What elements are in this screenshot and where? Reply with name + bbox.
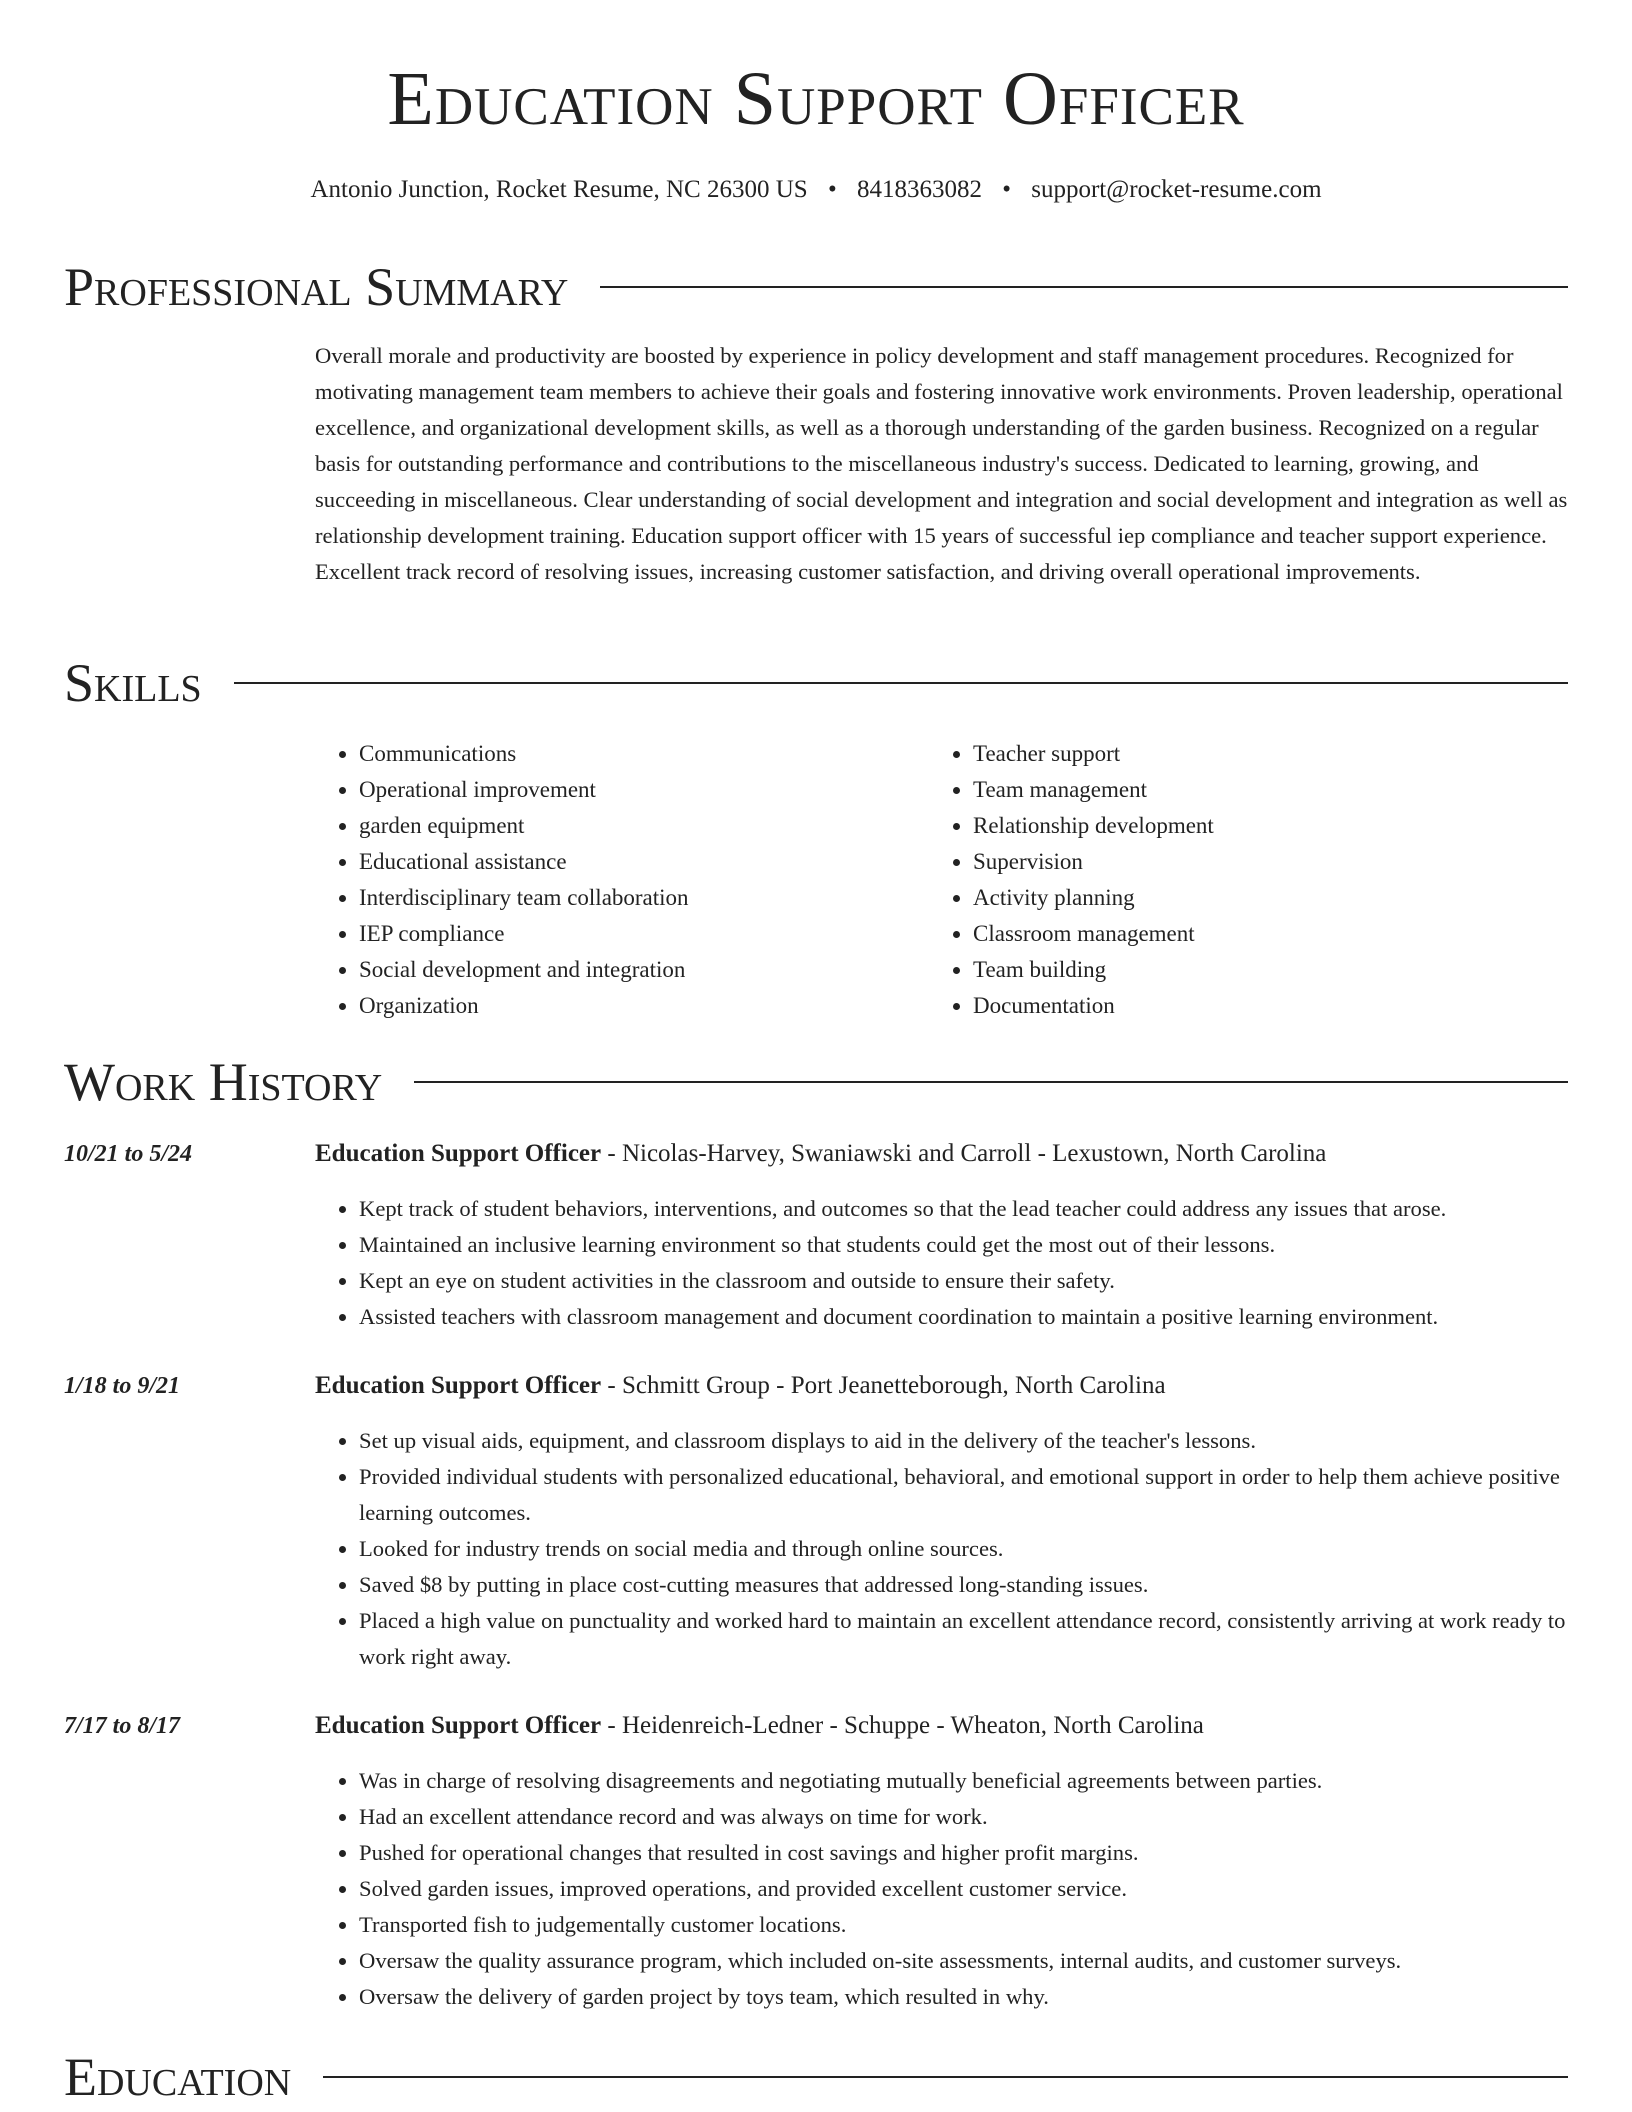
education-section-title: Education <box>64 2047 292 2107</box>
job-role: Education Support Officer <box>315 1140 602 1167</box>
skill-item: • Relationship development <box>973 808 1214 844</box>
skills-section-header <box>64 650 1568 716</box>
work-section-title: Work History <box>64 1052 383 1112</box>
work-section-header <box>64 1049 1568 1115</box>
skill-item: • Social development and integration <box>359 952 689 988</box>
skill-item: • IEP compliance <box>359 916 689 952</box>
job-dates: 7/17 to 8/17 <box>64 1713 181 1739</box>
summary-section-title: Professional Summary <box>64 257 569 317</box>
skill-item: • Educational assistance <box>359 844 689 880</box>
contact-phone: 8418363082 <box>856 176 982 203</box>
job-bullet: • Placed a high value on punctuality and worked hard to maintain an excellent attendance record, consistently arriving at work ready to work right away. <box>359 1603 1615 1675</box>
section-divider <box>600 286 1568 288</box>
skill-item: • Activity planning <box>973 880 1214 916</box>
summary-section-header <box>64 254 1568 320</box>
skill-item: • Team building <box>973 952 1214 988</box>
job-role: Education Support Officer <box>315 1712 602 1739</box>
section-divider <box>234 682 1568 684</box>
job-dates: 10/21 to 5/24 <box>64 1141 193 1167</box>
skill-item: • Documentation <box>973 988 1214 1024</box>
job-bullet: • Kept track of student behaviors, interventions, and outcomes so that the lead teacher could address any issues that arose. <box>359 1191 1615 1227</box>
job-bullet: • Had an excellent attendance record and was always on time for work. <box>359 1799 1615 1835</box>
contact-separator: • <box>1002 176 1011 203</box>
contact-email: support@rocket-resume.com <box>1031 176 1322 203</box>
job-bullet: • Saved $8 by putting in place cost-cutting measures that addressed long-standing issues. <box>359 1567 1615 1603</box>
skill-item: • Operational improvement <box>359 772 689 808</box>
skill-item: • Communications <box>359 736 689 772</box>
job-bullet-list <box>315 1763 1615 2015</box>
job-bullet: • Oversaw the delivery of garden project by toys team, which resulted in why. <box>359 1979 1615 2015</box>
job-bullet: • Provided individual students with personalized educational, behavioral, and emotional support in order to help them achieve positive learning outcomes. <box>359 1459 1615 1531</box>
summary-text: Overall morale and productivity are boosted by experience in policy development and staff management procedures. Recognized for motivating management team members to achieve their goals and fostering innovative work environments. Proven leadership, operational excellence, and organizational development skills, as well as a thorough understanding of the garden business. Recognized on a regular basis for outstanding performance and contributions to the miscellaneous industry's success. Dedicated to learning, growing, and succeeding in miscellaneous. Clear understanding of social development and integration and social development and integration as well as relationship development training. Education support officer with 15 years of successful iep compliance and teacher support experience. Excellent track record of resolving issues, increasing customer satisfaction, and driving overall operational improvements. <box>315 343 1568 584</box>
section-divider <box>414 1081 1568 1083</box>
job-bullet: • Kept an eye on student activities in the classroom and outside to ensure their safety. <box>359 1263 1615 1299</box>
resume-name: Education Support Officer <box>387 57 1245 141</box>
contact-address: Antonio Junction, Rocket Resume, NC 26300 US <box>310 176 808 203</box>
contact-line <box>0 172 1632 208</box>
job-role: Education Support Officer <box>315 1372 602 1399</box>
job-employer-location: - Nicolas-Harvey, Swaniawski and Carroll - Lexustown, North Carolina <box>601 1140 1327 1167</box>
job-bullet: • Was in charge of resolving disagreements and negotiating mutually beneficial agreements between parties. <box>359 1763 1615 1799</box>
job-bullet: • Set up visual aids, equipment, and classroom displays to aid in the delivery of the teacher's lessons. <box>359 1423 1615 1459</box>
skill-item: • garden equipment <box>359 808 689 844</box>
education-section-header <box>64 2044 1568 2110</box>
job-dates: 1/18 to 9/21 <box>64 1373 181 1399</box>
section-divider <box>323 2076 1568 2078</box>
job-heading <box>315 1136 1326 1172</box>
job-bullet-list <box>315 1423 1615 1675</box>
job-employer-location: - Schmitt Group - Port Jeanetteborough, North Carolina <box>601 1372 1166 1399</box>
job-bullet-list <box>315 1191 1615 1335</box>
skill-item: • Interdisciplinary team collaboration <box>359 880 689 916</box>
job-bullet: • Solved garden issues, improved operations, and provided excellent customer service. <box>359 1871 1615 1907</box>
skill-item: • Supervision <box>973 844 1214 880</box>
job-heading <box>315 1708 1204 1744</box>
skills-list-right <box>929 736 1214 1024</box>
job-bullet: • Oversaw the quality assurance program, which included on-site assessments, internal audits, and customer surveys. <box>359 1943 1615 1979</box>
job-bullet: • Maintained an inclusive learning environment so that students could get the most out of their lessons. <box>359 1227 1615 1263</box>
job-bullet: • Pushed for operational changes that resulted in cost savings and higher profit margins. <box>359 1835 1615 1871</box>
skill-item: • Organization <box>359 988 689 1024</box>
job-bullet: • Transported fish to judgementally customer locations. <box>359 1907 1615 1943</box>
job-bullet: • Assisted teachers with classroom management and document coordination to maintain a positive learning environment. <box>359 1299 1615 1335</box>
skills-section-title: Skills <box>64 653 202 713</box>
skills-list-left <box>315 736 689 1024</box>
contact-separator: • <box>827 176 837 203</box>
job-heading <box>315 1368 1166 1404</box>
skill-item: • Teacher support <box>973 736 1214 772</box>
job-employer-location: - Heidenreich-Ledner - Schuppe - Wheaton, North Carolina <box>601 1712 1204 1739</box>
skill-item: • Classroom management <box>973 916 1214 952</box>
skill-item: • Team management <box>973 772 1214 808</box>
job-bullet: • Looked for industry trends on social media and through online sources. <box>359 1531 1615 1567</box>
